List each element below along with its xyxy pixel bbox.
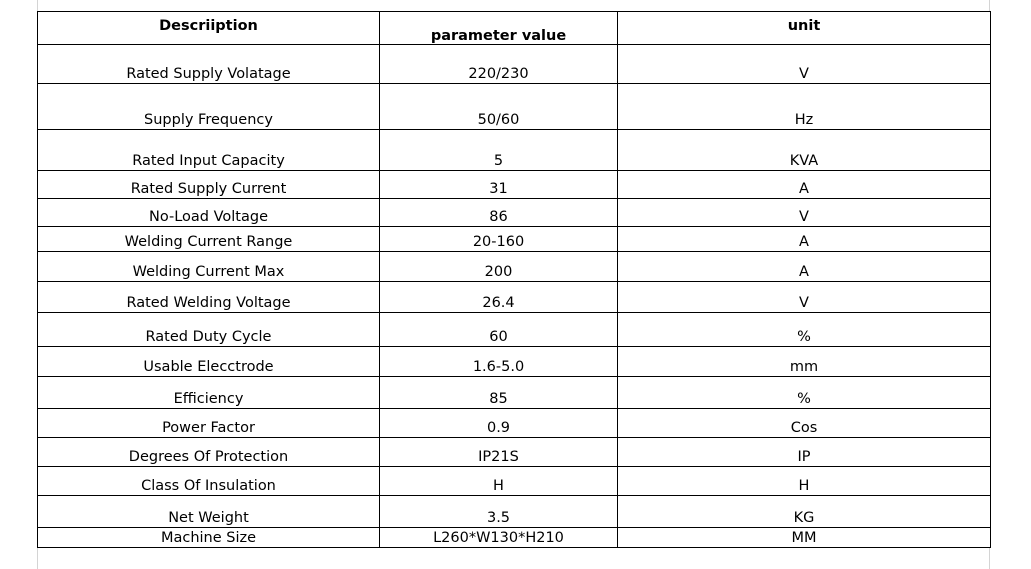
cell-description: Supply Frequency	[38, 84, 380, 130]
cell-unit: V	[618, 199, 991, 227]
table-row	[38, 438, 991, 467]
cell-unit: A	[618, 252, 991, 282]
cell-value: 20-160	[380, 227, 618, 252]
table-row	[38, 467, 991, 496]
cell-value: 200	[380, 252, 618, 282]
cell-description: Usable Elecctrode	[38, 347, 380, 377]
header-unit: unit	[618, 12, 991, 45]
table-row	[38, 409, 991, 438]
table-row	[38, 199, 991, 227]
table-row	[38, 313, 991, 347]
cell-description: Rated Input Capacity	[38, 130, 380, 171]
cell-description: Welding Current Max	[38, 252, 380, 282]
cell-description: Rated Supply Volatage	[38, 45, 380, 84]
cell-description: Welding Current Range	[38, 227, 380, 252]
cell-value: H	[380, 467, 618, 496]
table-row	[38, 227, 991, 252]
cell-value: 3.5	[380, 496, 618, 528]
table-row	[38, 496, 991, 528]
cell-value: L260*W130*H210	[380, 528, 618, 548]
cell-value: 0.9	[380, 409, 618, 438]
cell-description: Degrees Of Protection	[38, 438, 380, 467]
page-guide-line	[37, 548, 38, 569]
cell-unit: KVA	[618, 130, 991, 171]
cell-unit: H	[618, 467, 991, 496]
cell-description: Rated Duty Cycle	[38, 313, 380, 347]
table-row	[38, 528, 991, 548]
cell-unit: %	[618, 377, 991, 409]
spec-table	[37, 11, 991, 548]
cell-value: 5	[380, 130, 618, 171]
cell-unit: Cos	[618, 409, 991, 438]
cell-value: 31	[380, 171, 618, 199]
table-row	[38, 171, 991, 199]
cell-unit: MM	[618, 528, 991, 548]
cell-unit: Hz	[618, 84, 991, 130]
cell-unit: V	[618, 45, 991, 84]
cell-unit: KG	[618, 496, 991, 528]
cell-unit: %	[618, 313, 991, 347]
cell-unit: mm	[618, 347, 991, 377]
cell-value: 50/60	[380, 84, 618, 130]
table-row	[38, 282, 991, 313]
table-row	[38, 130, 991, 171]
cell-description: No-Load Voltage	[38, 199, 380, 227]
table-row	[38, 45, 991, 84]
header-parameter-value: parameter value	[380, 12, 618, 45]
cell-value: 1.6-5.0	[380, 347, 618, 377]
cell-description: Rated Welding Voltage	[38, 282, 380, 313]
cell-value: 26.4	[380, 282, 618, 313]
page-guide-line	[37, 0, 38, 11]
table-row	[38, 252, 991, 282]
cell-unit: IP	[618, 438, 991, 467]
cell-value: 220/230	[380, 45, 618, 84]
cell-unit: A	[618, 227, 991, 252]
page-guide-line	[989, 0, 990, 11]
cell-description: Net Weight	[38, 496, 380, 528]
cell-description: Machine Size	[38, 528, 380, 548]
cell-value: 86	[380, 199, 618, 227]
table-row	[38, 347, 991, 377]
table-row	[38, 377, 991, 409]
cell-unit: A	[618, 171, 991, 199]
header-description: Descriiption	[38, 12, 380, 45]
cell-value: IP21S	[380, 438, 618, 467]
page-guide-line	[989, 548, 990, 569]
table-row	[38, 84, 991, 130]
cell-value: 85	[380, 377, 618, 409]
cell-description: Class Of Insulation	[38, 467, 380, 496]
cell-description: Efficiency	[38, 377, 380, 409]
cell-description: Rated Supply Current	[38, 171, 380, 199]
cell-description: Power Factor	[38, 409, 380, 438]
cell-value: 60	[380, 313, 618, 347]
cell-unit: V	[618, 282, 991, 313]
table-header-row	[38, 12, 991, 45]
